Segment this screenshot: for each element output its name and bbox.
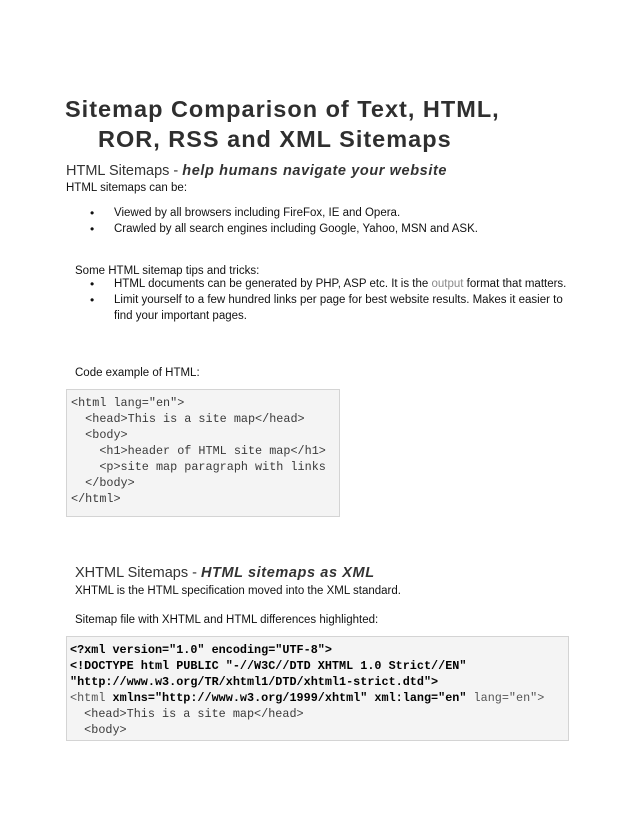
code-xmlns-highlight: xmlns="http://www.w3.org/1999/xhtml" xml:lang="en": [112, 691, 467, 705]
tip1-text-before: HTML documents can be generated by PHP, ASP etc. It is the: [114, 278, 432, 290]
list-item: • Crawled by all search engines including Google, Yahoo, MSN and ASK.: [90, 221, 570, 237]
xhtml-sitemaps-heading-emphasis: HTML sitemaps as XML: [200, 565, 375, 581]
code-line: </body>: [71, 476, 135, 490]
code-line: <head>This is a site map</head>: [70, 707, 304, 721]
output-highlight: output: [431, 278, 464, 290]
code-line: <html lang="en">: [71, 396, 185, 410]
html-code-intro: Code example of HTML:: [75, 367, 200, 379]
code-line: "http://www.w3.org/TR/xhtml1/DTD/xhtml1-strict.dtd">: [70, 675, 439, 689]
html-sitemaps-heading: [66, 162, 447, 180]
tip1-text-after: format that matters.: [463, 278, 567, 290]
code-line: <body>: [70, 723, 127, 737]
code-line: <h1>header of HTML site map</h1>: [71, 444, 326, 458]
code-line: <?xml version="1.0" encoding="UTF-8">: [70, 643, 332, 657]
code-line: [70, 690, 568, 706]
html-tips-list: [90, 276, 572, 324]
xhtml-code-intro: Sitemap file with XHTML and HTML differences highlighted:: [75, 614, 379, 626]
html-sitemaps-benefits-list: [90, 205, 570, 237]
list-item: • Viewed by all browsers including FireFox, IE and Opera.: [90, 205, 570, 221]
code-line: <!DOCTYPE html PUBLIC "-//W3C//DTD XHTML 1.0 Strict//EN": [70, 659, 467, 673]
list-item: • Limit yourself to a few hundred links per page for best website results. Makes it easier to find your important pages.: [90, 292, 572, 324]
code-html-open: <html: [70, 691, 113, 705]
xhtml-sitemaps-heading-prefix: XHTML Sitemaps -: [75, 565, 201, 581]
page-title: [65, 94, 585, 154]
code-lang-attr: lang="en">: [466, 691, 545, 705]
code-line: <head>This is a site map</head>: [71, 412, 305, 426]
page-title-line-2: ROR, RSS and XML Sitemaps: [98, 126, 452, 152]
list-item: [90, 276, 572, 292]
xhtml-code-block: [66, 636, 569, 741]
html-sitemaps-intro: HTML sitemaps can be:: [66, 182, 188, 194]
code-line: </html>: [71, 492, 121, 506]
xhtml-sitemaps-intro: XHTML is the HTML specification moved into the XML standard.: [75, 585, 401, 597]
xhtml-sitemaps-heading: [75, 564, 375, 582]
code-line: <p>site map paragraph with links: [71, 460, 326, 474]
page-title-line-1: Sitemap Comparison of Text, HTML,: [65, 96, 500, 122]
html-sitemaps-heading-prefix: HTML Sitemaps -: [66, 163, 183, 179]
html-code-block: [66, 389, 340, 517]
html-sitemaps-heading-emphasis: help humans navigate your website: [182, 163, 448, 179]
code-line: <body>: [71, 428, 128, 442]
html-tips-intro: Some HTML sitemap tips and tricks:: [75, 265, 260, 277]
